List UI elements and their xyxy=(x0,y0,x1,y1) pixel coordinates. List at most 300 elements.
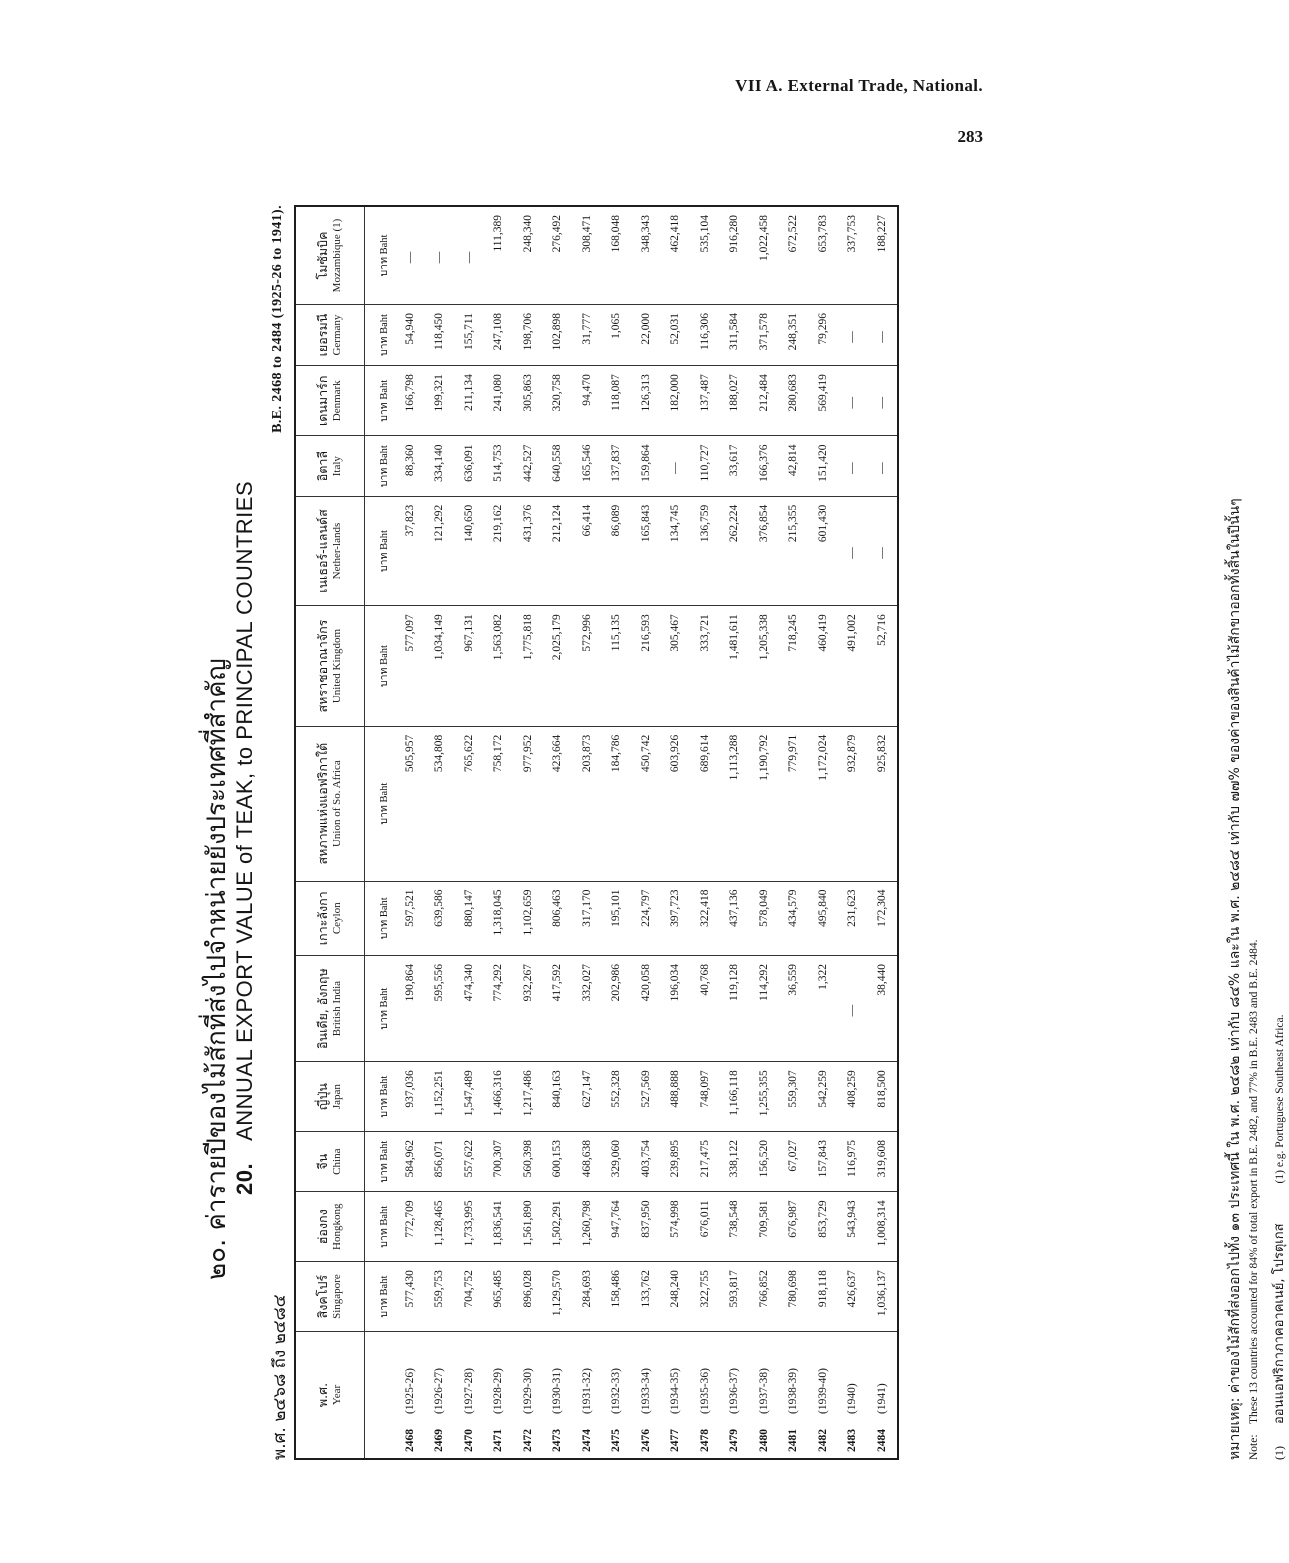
value-cell: 376,854 xyxy=(749,496,779,605)
value-cell: — xyxy=(838,366,868,436)
footnote-english: (1) e.g. Portuguese Southeast Africa. xyxy=(1274,1014,1286,1184)
units-cell: บาท Baht xyxy=(365,366,396,436)
value-cell: 134,745 xyxy=(661,496,691,605)
value-cell: 653,783 xyxy=(808,206,838,305)
year-ad: (1941) xyxy=(875,1383,888,1414)
value-cell: 219,162 xyxy=(484,496,514,605)
table-row xyxy=(602,206,632,1459)
value-cell: 202,986 xyxy=(602,956,632,1062)
value-cell: 231,623 xyxy=(838,881,868,956)
year-ad: (1932-33) xyxy=(610,1368,623,1414)
value-cell: 780,698 xyxy=(779,1262,809,1332)
column-header-en: Hongkong xyxy=(331,1203,343,1250)
year-cell xyxy=(425,1332,455,1460)
value-cell: 569,419 xyxy=(808,366,838,436)
year-cell xyxy=(543,1332,573,1460)
value-cell: 1,129,570 xyxy=(543,1262,573,1332)
value-cell: 514,753 xyxy=(484,436,514,496)
value-cell: 165,546 xyxy=(572,436,602,496)
year-be: 2484 xyxy=(875,1429,888,1452)
value-cell: 333,721 xyxy=(690,606,720,727)
column-header xyxy=(295,726,365,881)
value-cell: 676,987 xyxy=(779,1192,809,1262)
footnote-label: (1) xyxy=(1272,1446,1286,1460)
value-cell: 280,683 xyxy=(779,366,809,436)
value-cell: 840,163 xyxy=(543,1062,573,1132)
column-header xyxy=(295,206,365,305)
value-cell: 584,962 xyxy=(395,1132,425,1192)
units-cell: บาท Baht xyxy=(365,1192,396,1262)
value-cell: 168,048 xyxy=(602,206,632,305)
column-header-en: Nether-lands xyxy=(331,522,343,580)
units-cell: บาท Baht xyxy=(365,436,396,496)
value-cell: 1,322 xyxy=(808,956,838,1062)
value-cell: 136,759 xyxy=(690,496,720,605)
value-cell: 37,823 xyxy=(395,496,425,605)
year-be: 2482 xyxy=(816,1429,829,1452)
year-ad: (1938-39) xyxy=(787,1368,800,1414)
value-cell: 196,034 xyxy=(661,956,691,1062)
be-range-thai: พ.ศ. ๒๔๖๘ ถึง ๒๔๘๔ xyxy=(270,1294,290,1460)
column-header xyxy=(295,1262,365,1332)
value-cell: 672,522 xyxy=(779,206,809,305)
teak-export-table xyxy=(294,205,899,1460)
units-cell: บาท Baht xyxy=(365,206,396,305)
value-cell: 121,292 xyxy=(425,496,455,605)
value-cell: 182,000 xyxy=(661,366,691,436)
column-header-en: Singapore xyxy=(331,1274,343,1319)
table-row xyxy=(484,206,514,1459)
value-cell: 151,420 xyxy=(808,436,838,496)
value-cell: 1,481,611 xyxy=(720,606,750,727)
value-cell: 856,071 xyxy=(425,1132,455,1192)
column-header-thai: จีน xyxy=(315,1153,330,1170)
table-row xyxy=(661,206,691,1459)
value-cell: 94,470 xyxy=(572,366,602,436)
value-cell: 155,711 xyxy=(454,305,484,366)
column-header-en: Mozambique (1) xyxy=(331,218,343,293)
value-cell: 450,742 xyxy=(631,726,661,881)
value-cell: 474,340 xyxy=(454,956,484,1062)
value-cell: 689,614 xyxy=(690,726,720,881)
value-cell: 1,563,082 xyxy=(484,606,514,727)
year-cell xyxy=(484,1332,514,1460)
value-cell: — xyxy=(867,366,898,436)
value-cell: 1,022,458 xyxy=(749,206,779,305)
year-header-thai: พ.ศ. xyxy=(315,1382,330,1408)
value-cell: 54,940 xyxy=(395,305,425,366)
value-cell: 462,418 xyxy=(661,206,691,305)
value-cell: 239,895 xyxy=(661,1132,691,1192)
value-cell: 33,617 xyxy=(720,436,750,496)
value-cell: 38,440 xyxy=(867,956,898,1062)
value-cell: 195,101 xyxy=(602,881,632,956)
year-be: 2480 xyxy=(757,1429,770,1452)
value-cell: 1,205,338 xyxy=(749,606,779,727)
value-cell: 718,245 xyxy=(779,606,809,727)
units-cell: บาท Baht xyxy=(365,305,396,366)
year-ad: (1930-31) xyxy=(551,1368,564,1414)
value-cell: — xyxy=(661,436,691,496)
value-cell: 601,430 xyxy=(808,496,838,605)
value-cell: 426,637 xyxy=(838,1262,868,1332)
table-row xyxy=(572,206,602,1459)
column-header-thai: สหภาพแห่งแอฟริกาใต้ xyxy=(315,742,330,865)
value-cell: 704,752 xyxy=(454,1262,484,1332)
value-cell: 577,430 xyxy=(395,1262,425,1332)
value-cell: 853,729 xyxy=(808,1192,838,1262)
table-body xyxy=(365,206,898,1459)
value-cell: 322,418 xyxy=(690,881,720,956)
rotated-table-page xyxy=(188,160,1287,1460)
value-cell: 597,521 xyxy=(395,881,425,956)
column-header-thai: เกาะลังกา xyxy=(315,891,330,946)
column-header-thai: เนเธอร์-แลนด์ส xyxy=(315,509,330,593)
year-header-en: Year xyxy=(331,1384,343,1406)
value-cell: 937,036 xyxy=(395,1062,425,1132)
value-cell: 337,753 xyxy=(838,206,868,305)
table-row xyxy=(720,206,750,1459)
year-ad: (1935-36) xyxy=(698,1368,711,1414)
year-cell xyxy=(838,1332,868,1460)
value-cell: 639,586 xyxy=(425,881,455,956)
value-cell: 965,485 xyxy=(484,1262,514,1332)
value-cell: 40,768 xyxy=(690,956,720,1062)
value-cell: 140,650 xyxy=(454,496,484,605)
value-cell: 190,864 xyxy=(395,956,425,1062)
year-ad: (1934-35) xyxy=(669,1368,682,1414)
table-row xyxy=(808,206,838,1459)
value-cell: 320,758 xyxy=(543,366,573,436)
value-cell: 1,128,465 xyxy=(425,1192,455,1262)
value-cell: 1,836,541 xyxy=(484,1192,514,1262)
column-header-thai: เยอรมนี xyxy=(315,313,330,357)
year-ad: (1933-34) xyxy=(639,1368,652,1414)
value-cell: 896,028 xyxy=(513,1262,543,1332)
value-cell: 158,486 xyxy=(602,1262,632,1332)
value-cell: 159,864 xyxy=(631,436,661,496)
value-cell: 572,996 xyxy=(572,606,602,727)
note-english xyxy=(1248,940,1260,1461)
value-cell: 42,814 xyxy=(779,436,809,496)
value-cell: 593,817 xyxy=(720,1262,750,1332)
value-cell: 262,224 xyxy=(720,496,750,605)
column-header-thai: อิตาลี xyxy=(315,450,330,482)
value-cell: 1,217,486 xyxy=(513,1062,543,1132)
units-year-blank xyxy=(365,1332,396,1460)
value-cell: 1,318,045 xyxy=(484,881,514,956)
value-cell: 1,466,316 xyxy=(484,1062,514,1132)
value-cell: 1,775,818 xyxy=(513,606,543,727)
value-cell: 947,764 xyxy=(602,1192,632,1262)
value-cell: 1,733,995 xyxy=(454,1192,484,1262)
value-cell: 248,240 xyxy=(661,1262,691,1332)
column-header-en: Germany xyxy=(331,314,343,356)
page-header: VII A. External Trade, National. xyxy=(735,76,983,95)
title-thai: ๒๐. ค่ารายปีของไม้สักที่ส่งไปจำหน่ายยังประเทศที่สำคัญ xyxy=(202,658,232,1280)
note-english-text: These 13 countries accounted for 84% of total export in B.E. 2482, and 77% in B.E. 2483 and B.E. 2484. xyxy=(1248,939,1260,1424)
column-header xyxy=(295,496,365,605)
year-cell xyxy=(454,1332,484,1460)
value-cell: 305,467 xyxy=(661,606,691,727)
value-cell: 88,360 xyxy=(395,436,425,496)
value-cell: 442,527 xyxy=(513,436,543,496)
value-cell: 137,487 xyxy=(690,366,720,436)
value-cell: — xyxy=(454,206,484,305)
value-cell: 557,622 xyxy=(454,1132,484,1192)
value-cell: 1,260,798 xyxy=(572,1192,602,1262)
value-cell: 31,777 xyxy=(572,305,602,366)
header-row xyxy=(295,206,365,1459)
value-cell: — xyxy=(395,206,425,305)
value-cell: 224,797 xyxy=(631,881,661,956)
value-cell: 215,355 xyxy=(779,496,809,605)
units-cell: บาท Baht xyxy=(365,496,396,605)
value-cell: 1,255,355 xyxy=(749,1062,779,1132)
value-cell: 552,328 xyxy=(602,1062,632,1132)
value-cell: 423,664 xyxy=(543,726,573,881)
value-cell: 157,843 xyxy=(808,1132,838,1192)
value-cell: — xyxy=(838,436,868,496)
value-cell: 203,873 xyxy=(572,726,602,881)
value-cell: 434,579 xyxy=(779,881,809,956)
value-cell: 542,259 xyxy=(808,1062,838,1132)
value-cell: 212,484 xyxy=(749,366,779,436)
value-cell: 332,027 xyxy=(572,956,602,1062)
value-cell: 535,104 xyxy=(690,206,720,305)
year-be: 2473 xyxy=(551,1429,564,1452)
value-cell: 284,693 xyxy=(572,1262,602,1332)
column-header-thai: สหราชอาณาจักร xyxy=(315,619,330,713)
value-cell: 308,471 xyxy=(572,206,602,305)
column-header-en: Ceylon xyxy=(331,902,343,935)
value-cell: 52,716 xyxy=(867,606,898,727)
value-cell: 431,376 xyxy=(513,496,543,605)
column-header-thai: ฮ่องกง xyxy=(315,1209,330,1245)
note-label: Note: xyxy=(1248,1434,1260,1460)
year-cell xyxy=(631,1332,661,1460)
year-cell xyxy=(513,1332,543,1460)
value-cell: 925,832 xyxy=(867,726,898,881)
value-cell: 248,351 xyxy=(779,305,809,366)
year-header xyxy=(295,1332,365,1460)
value-cell: 1,036,137 xyxy=(867,1262,898,1332)
column-header xyxy=(295,956,365,1062)
value-cell: 758,172 xyxy=(484,726,514,881)
column-header-thai: อินเดีย, อังกฤษ xyxy=(315,968,330,1049)
value-cell: 1,561,890 xyxy=(513,1192,543,1262)
value-cell: 2,025,179 xyxy=(543,606,573,727)
year-ad: (1925-26) xyxy=(403,1368,416,1414)
table-row xyxy=(779,206,809,1459)
table-row xyxy=(838,206,868,1459)
value-cell: 248,340 xyxy=(513,206,543,305)
value-cell: 322,755 xyxy=(690,1262,720,1332)
value-cell: 119,128 xyxy=(720,956,750,1062)
value-cell: 967,131 xyxy=(454,606,484,727)
year-ad: (1926-27) xyxy=(433,1368,446,1414)
value-cell: 574,998 xyxy=(661,1192,691,1262)
table-row xyxy=(425,206,455,1459)
value-cell: 188,027 xyxy=(720,366,750,436)
year-cell xyxy=(690,1332,720,1460)
value-cell: 165,843 xyxy=(631,496,661,605)
value-cell: 559,753 xyxy=(425,1262,455,1332)
value-cell: 166,376 xyxy=(749,436,779,496)
column-header-en: Union of So. Africa xyxy=(331,760,343,848)
value-cell: 116,975 xyxy=(838,1132,868,1192)
value-cell: 319,608 xyxy=(867,1132,898,1192)
value-cell: 184,786 xyxy=(602,726,632,881)
column-header-thai: โมซัมบิค xyxy=(315,231,330,280)
value-cell: 488,888 xyxy=(661,1062,691,1132)
value-cell: 1,102,659 xyxy=(513,881,543,956)
column-header-en: Japan xyxy=(331,1084,343,1110)
value-cell: 495,840 xyxy=(808,881,838,956)
value-cell: 818,500 xyxy=(867,1062,898,1132)
year-be: 2471 xyxy=(492,1429,505,1452)
year-cell xyxy=(661,1332,691,1460)
value-cell: 241,080 xyxy=(484,366,514,436)
value-cell: 765,622 xyxy=(454,726,484,881)
value-cell: 880,147 xyxy=(454,881,484,956)
value-cell: 420,058 xyxy=(631,956,661,1062)
value-cell: 772,709 xyxy=(395,1192,425,1262)
value-cell: 1,152,251 xyxy=(425,1062,455,1132)
value-cell: 212,124 xyxy=(543,496,573,605)
value-cell: 1,166,118 xyxy=(720,1062,750,1132)
value-cell: 334,140 xyxy=(425,436,455,496)
year-be: 2468 xyxy=(403,1429,416,1452)
year-cell xyxy=(867,1332,898,1460)
units-cell: บาท Baht xyxy=(365,881,396,956)
value-cell: 217,475 xyxy=(690,1132,720,1192)
value-cell: 700,307 xyxy=(484,1132,514,1192)
value-cell: 534,808 xyxy=(425,726,455,881)
title-english-text: ANNUAL EXPORT VALUE of TEAK, to PRINCIPAL COUNTRIES xyxy=(232,480,257,1141)
value-cell: 543,943 xyxy=(838,1192,868,1262)
year-be: 2483 xyxy=(846,1429,859,1452)
year-be: 2476 xyxy=(639,1429,652,1452)
value-cell: 417,592 xyxy=(543,956,573,1062)
value-cell: — xyxy=(867,436,898,496)
value-cell: — xyxy=(838,305,868,366)
column-header-thai: เดนมาร์ก xyxy=(315,375,330,427)
column-header xyxy=(295,366,365,436)
value-cell: 133,762 xyxy=(631,1262,661,1332)
value-cell: 166,798 xyxy=(395,366,425,436)
table-row xyxy=(749,206,779,1459)
year-cell xyxy=(602,1332,632,1460)
value-cell: 676,011 xyxy=(690,1192,720,1262)
column-header xyxy=(295,1132,365,1192)
value-cell: 774,292 xyxy=(484,956,514,1062)
column-header xyxy=(295,606,365,727)
year-ad: (1929-30) xyxy=(521,1368,534,1414)
value-cell: 403,754 xyxy=(631,1132,661,1192)
value-cell: 578,049 xyxy=(749,881,779,956)
units-cell: บาท Baht xyxy=(365,956,396,1062)
value-cell: 198,706 xyxy=(513,305,543,366)
value-cell: 918,118 xyxy=(808,1262,838,1332)
value-cell: 116,306 xyxy=(690,305,720,366)
value-cell: 211,134 xyxy=(454,366,484,436)
value-cell: 595,556 xyxy=(425,956,455,1062)
column-header xyxy=(295,1062,365,1132)
value-cell: 560,398 xyxy=(513,1132,543,1192)
column-header xyxy=(295,1192,365,1262)
value-cell: 247,108 xyxy=(484,305,514,366)
value-cell: 188,227 xyxy=(867,206,898,305)
value-cell: 766,852 xyxy=(749,1262,779,1332)
be-range-english: B.E. 2468 to 2484 (1925-26 to 1941). xyxy=(270,205,285,433)
column-header-en: China xyxy=(331,1148,343,1175)
value-cell: 460,419 xyxy=(808,606,838,727)
value-cell: 468,638 xyxy=(572,1132,602,1192)
table-header xyxy=(295,206,365,1459)
year-cell xyxy=(572,1332,602,1460)
value-cell: 932,267 xyxy=(513,956,543,1062)
value-cell: — xyxy=(867,496,898,605)
year-be: 2470 xyxy=(462,1429,475,1452)
table-row xyxy=(690,206,720,1459)
value-cell: 305,863 xyxy=(513,366,543,436)
value-cell: 86,089 xyxy=(602,496,632,605)
table-row xyxy=(513,206,543,1459)
year-ad: (1936-37) xyxy=(728,1368,741,1414)
value-cell: 118,450 xyxy=(425,305,455,366)
value-cell: 916,280 xyxy=(720,206,750,305)
year-be: 2477 xyxy=(669,1429,682,1452)
column-header xyxy=(295,305,365,366)
value-cell: 338,122 xyxy=(720,1132,750,1192)
column-header-thai: ญี่ปุ่น xyxy=(315,1083,330,1111)
year-cell xyxy=(749,1332,779,1460)
value-cell: 311,584 xyxy=(720,305,750,366)
value-cell: 329,060 xyxy=(602,1132,632,1192)
value-cell: 66,414 xyxy=(572,496,602,605)
column-header-en: United Kingdom xyxy=(331,628,343,704)
year-ad: (1937-38) xyxy=(757,1368,770,1414)
column-header xyxy=(295,881,365,956)
value-cell: 172,304 xyxy=(867,881,898,956)
year-cell xyxy=(395,1332,425,1460)
value-cell: 156,520 xyxy=(749,1132,779,1192)
value-cell: 505,957 xyxy=(395,726,425,881)
value-cell: 491,002 xyxy=(838,606,868,727)
column-header-en: Italy xyxy=(331,456,343,477)
column-header xyxy=(295,436,365,496)
value-cell: 115,135 xyxy=(602,606,632,727)
value-cell: 111,389 xyxy=(484,206,514,305)
value-cell: 1,008,314 xyxy=(867,1192,898,1262)
value-cell: 22,000 xyxy=(631,305,661,366)
value-cell: 837,950 xyxy=(631,1192,661,1262)
value-cell: 1,547,489 xyxy=(454,1062,484,1132)
year-be: 2479 xyxy=(728,1429,741,1452)
note-thai: หมายเหตุ: ค่าของไม้สักที่ส่งออกไปทั้ง ๑๓ ประเทศนี้ ใน พ.ศ. ๒๔๘๒ เท่ากับ ๘๔% และใน พ.ศ. ๒๔๘๔ เท่ากับ ๗๗% ของค่าของสินค้าไม้สักขาออกทั้งสิ้นในปีนั้นๆ xyxy=(1227,498,1243,1460)
value-cell: 36,559 xyxy=(779,956,809,1062)
table-number: 20. xyxy=(232,1162,257,1195)
value-cell: 79,296 xyxy=(808,305,838,366)
value-cell: 1,113,288 xyxy=(720,726,750,881)
value-cell: 748,097 xyxy=(690,1062,720,1132)
year-ad: (1940) xyxy=(846,1383,859,1414)
value-cell: 932,879 xyxy=(838,726,868,881)
year-cell xyxy=(808,1332,838,1460)
units-cell: บาท Baht xyxy=(365,1132,396,1192)
value-cell: 348,343 xyxy=(631,206,661,305)
